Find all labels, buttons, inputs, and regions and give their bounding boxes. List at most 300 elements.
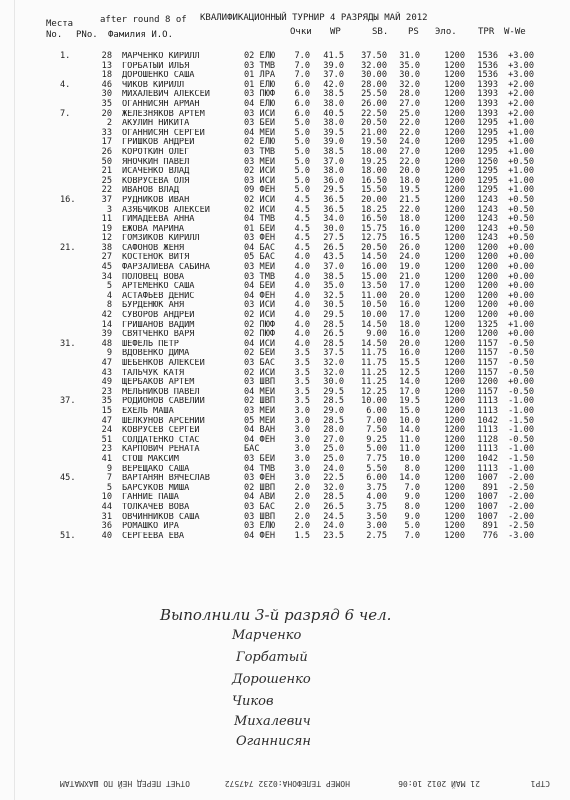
cell-club: 02 ЕЛЮ — [244, 51, 276, 61]
cell-elo: 1200 — [444, 60, 465, 71]
cell-name: ГОРБАТЫЙ ИЛЬЯ — [122, 61, 190, 71]
cell-place: 51. — [60, 530, 76, 541]
cell-elo: 1200 — [444, 396, 465, 407]
cell-sb: 11.75 — [361, 348, 387, 359]
cell-sb: 30.00 — [361, 70, 387, 81]
cell-ps: 14.0 — [399, 473, 420, 484]
cell-name: МАРЧЕНКО КИРИЛЛ — [122, 52, 200, 61]
cell-wp: 32.5 — [323, 290, 344, 301]
cell-wp: 25.0 — [323, 453, 344, 464]
cell-elo: 1200 — [444, 367, 465, 378]
cell-wp: 38.0 — [323, 166, 344, 177]
cell-name: ВДОВЕНКО ДИМА — [122, 349, 190, 359]
cell-tpr: 891 — [482, 482, 498, 493]
cell-wp: 29.0 — [323, 405, 344, 416]
cell-club: 04 ТМВ — [244, 463, 276, 474]
cell-w: -0.50 — [508, 338, 534, 349]
cell-elo: 1200 — [444, 281, 465, 292]
cell-pno: 47 — [101, 415, 112, 426]
cell-sb: 7.00 — [366, 415, 387, 426]
cell-name: БУРДЕНЮК АНЯ — [122, 301, 185, 311]
cell-pno: 20 — [101, 108, 112, 119]
cell-wp: 42.0 — [323, 79, 344, 90]
cell-ps: 8.0 — [404, 501, 420, 512]
cell-name: ФАРЗАЛИЕВА САБИНА — [122, 263, 210, 273]
cell-pts: 3.5 — [294, 377, 310, 388]
cell-ps: 11.0 — [399, 434, 420, 445]
cell-w: -2.00 — [508, 492, 534, 503]
cell-sb: 7.50 — [366, 425, 387, 436]
cell-place: 45. — [60, 473, 76, 484]
cell-pts: 6.0 — [294, 98, 310, 109]
cell-pts: 5.0 — [294, 118, 310, 129]
cell-elo: 1200 — [444, 118, 465, 129]
cell-tpr: 1157 — [477, 358, 498, 368]
cell-pno: 7 — [106, 473, 112, 484]
cell-sb: 13.50 — [361, 281, 387, 292]
cell-wp: 30.0 — [323, 223, 344, 234]
cell-sb: 26.00 — [361, 98, 387, 109]
cell-sb: 10.00 — [361, 310, 387, 321]
cell-wp: 37.0 — [323, 70, 344, 81]
cell-name: МИХАЛЕВИЧ АЛЕКСЕЙ — [122, 90, 210, 100]
cell-pno: 15 — [101, 405, 112, 416]
cell-wp: 27.5 — [323, 233, 344, 244]
cell-w: -2.50 — [508, 482, 534, 493]
cell-sb: 20.00 — [361, 194, 387, 205]
cell-elo: 1200 — [444, 252, 465, 263]
cell-w: -2.00 — [508, 473, 534, 484]
cell-pno: 40 — [101, 530, 112, 541]
cell-ps: 19.0 — [399, 262, 420, 273]
cell-ps: 18.0 — [399, 214, 420, 225]
cell-club: 09 ФЕН — [244, 185, 276, 196]
cell-sb: 3.00 — [366, 521, 387, 532]
cell-ps: 22.0 — [399, 118, 420, 129]
cell-tpr: 891 — [482, 521, 498, 532]
cell-w: +0.00 — [508, 377, 534, 388]
cell-sb: 32.00 — [361, 60, 387, 71]
cell-wp: 24.0 — [323, 463, 344, 474]
cell-elo: 1200 — [444, 473, 465, 484]
cell-club: 03 ТМВ — [244, 146, 276, 157]
tpr-label: TPR — [478, 27, 495, 37]
cell-tpr: 1113 — [477, 396, 498, 407]
cell-club: 04 ИСИ — [244, 338, 276, 349]
cell-name: КОРОТКИН ОЛЕГ — [122, 147, 190, 157]
cell-club: 03 ШВП — [244, 377, 276, 388]
cell-tpr: 1295 — [477, 166, 498, 177]
cell-ps: 24.0 — [399, 137, 420, 148]
cell-tpr: 1243 — [477, 223, 498, 234]
cell-elo: 1200 — [444, 405, 465, 416]
cell-elo: 1200 — [444, 482, 465, 493]
cell-w: -3.00 — [508, 530, 534, 541]
handwritten-name: Оганнисян — [236, 734, 311, 749]
cell-pno: 17 — [101, 137, 112, 148]
cell-wp: 22.5 — [323, 473, 344, 484]
cell-w: +1.00 — [508, 127, 534, 138]
cell-w: -1.00 — [508, 405, 534, 416]
tournament-title: КВАЛИФИКАЦИОННЫЙ ТУРНИР 4 РАЗРЯДЫ МАЙ 2012 — [200, 13, 428, 23]
cell-pts: 4.0 — [294, 281, 310, 292]
cell-w: +1.00 — [508, 118, 534, 129]
cell-ps: 15.5 — [399, 358, 420, 368]
cell-club: 02 ИСИ — [244, 310, 276, 321]
cell-w: -0.50 — [508, 358, 534, 368]
cell-w: +1.00 — [508, 319, 534, 330]
cell-name: ЕЖОВА МАРИНА — [122, 224, 185, 234]
cell-elo: 1200 — [444, 501, 465, 512]
cell-ps: 17.0 — [399, 386, 420, 397]
cell-tpr: 1250 — [477, 156, 498, 167]
cell-pno: 21 — [101, 166, 112, 177]
cell-pts: 2.0 — [294, 501, 310, 512]
cell-wp: 38.5 — [323, 89, 344, 100]
cell-ps: 7.0 — [404, 482, 420, 493]
cell-pts: 4.5 — [294, 194, 310, 205]
cell-w: +0.00 — [508, 271, 534, 282]
cell-wp: 30.5 — [323, 300, 344, 311]
cell-pno: 45 — [101, 262, 112, 273]
cell-wp: 32.0 — [323, 482, 344, 493]
cell-wp: 38.5 — [323, 146, 344, 157]
cell-ps: 16.0 — [399, 348, 420, 359]
cell-w: +0.50 — [508, 233, 534, 244]
cell-elo: 1200 — [444, 214, 465, 225]
cell-club: 04 ЕЛЮ — [244, 98, 276, 109]
cell-name: ТАЛЬЧУК КАТЯ — [122, 368, 185, 378]
cell-w: +0.00 — [508, 252, 534, 263]
cell-elo: 1200 — [444, 242, 465, 253]
cell-name: РУДНИКОВ ИВАН — [122, 195, 190, 205]
cell-wp: 23.5 — [323, 530, 344, 541]
cell-pno: 24 — [101, 425, 112, 436]
cell-tpr: 776 — [482, 530, 498, 541]
cell-elo: 1200 — [444, 530, 465, 541]
cell-pts: 3.5 — [294, 348, 310, 359]
cell-tpr: 1393 — [477, 79, 498, 90]
cell-sb: 20.50 — [361, 118, 387, 129]
cell-w: +2.00 — [508, 89, 534, 100]
cell-sb: 16.50 — [361, 214, 387, 225]
cell-name: РОМАШКО ИРА — [122, 522, 179, 532]
cell-tpr: 1128 — [477, 434, 498, 445]
cell-name: ЧИКОВ КИРИЛЛ — [122, 80, 185, 90]
cell-wp: 28.5 — [323, 492, 344, 503]
cell-w: +0.50 — [508, 156, 534, 167]
cell-elo: 1200 — [444, 358, 465, 368]
cell-sb: 4.00 — [366, 492, 387, 503]
cell-pno: 36 — [101, 521, 112, 532]
cell-ps: 27.0 — [399, 98, 420, 109]
cell-w: -2.00 — [508, 511, 534, 522]
cell-club: 04 ВАН — [244, 425, 276, 436]
cell-name: БАРСУКОВ МИША — [122, 483, 190, 493]
fax-footer — [40, 776, 550, 788]
cell-ps: 9.0 — [404, 492, 420, 503]
cell-sb: 19.25 — [361, 156, 387, 167]
cell-name: АЗЯБЧИКОВ АЛЕКСЕЙ — [122, 205, 210, 215]
cell-pts: 2.0 — [294, 521, 310, 532]
cell-w: +3.00 — [508, 60, 534, 71]
cell-club: 02 ЕЛЮ — [244, 137, 276, 148]
cell-ps: 12.5 — [399, 367, 420, 378]
cell-elo: 1200 — [444, 194, 465, 205]
cell-wp: 38.5 — [323, 271, 344, 282]
cell-sb: 18.00 — [361, 166, 387, 177]
wwe-label: W-We — [504, 27, 526, 37]
cell-pno: 4 — [106, 290, 112, 301]
elo-label: Эло. — [435, 27, 457, 37]
handwritten-name: Михалевич — [234, 714, 311, 729]
cell-sb: 12.25 — [361, 386, 387, 397]
cell-w: +2.00 — [508, 79, 534, 90]
cell-elo: 1200 — [444, 319, 465, 330]
cell-sb: 22.50 — [361, 108, 387, 119]
cell-name: ГОМЗИКОВ КИРИЛЛ — [122, 234, 200, 244]
cell-wp: 36.0 — [323, 175, 344, 186]
cell-wp: 43.5 — [323, 252, 344, 263]
cell-elo: 1200 — [444, 425, 465, 436]
cell-w: +1.00 — [508, 137, 534, 148]
cell-w: +0.00 — [508, 329, 534, 340]
cell-pts: 6.0 — [294, 79, 310, 90]
cell-pts: 4.5 — [294, 204, 310, 215]
cell-ps: 24.0 — [399, 252, 420, 263]
cell-tpr: 1393 — [477, 98, 498, 109]
cell-pno: 25 — [101, 175, 112, 186]
cell-pts: 4.0 — [294, 300, 310, 311]
cell-ps: 31.0 — [399, 51, 420, 61]
cell-w: +0.00 — [508, 290, 534, 301]
cell-ps: 15.0 — [399, 405, 420, 416]
cell-pno: 30 — [101, 89, 112, 100]
cell-w: +0.50 — [508, 194, 534, 205]
cell-pno: 37 — [101, 194, 112, 205]
cell-pno: 9 — [106, 463, 112, 474]
cell-w: +0.00 — [508, 310, 534, 321]
cell-club: 03 ТМВ — [244, 60, 276, 71]
cell-pts: 2.0 — [294, 511, 310, 522]
cell-pts: 6.0 — [294, 108, 310, 119]
cell-tpr: 1295 — [477, 137, 498, 148]
cell-w: +1.00 — [508, 166, 534, 177]
cell-pts: 3.0 — [294, 425, 310, 436]
cell-sb: 11.75 — [361, 358, 387, 368]
cell-tpr: 1157 — [477, 367, 498, 378]
cell-pno: 50 — [101, 156, 112, 167]
cell-ps: 20.0 — [399, 166, 420, 177]
cell-tpr: 1325 — [477, 319, 498, 330]
round-label: after round 8 of — [100, 15, 187, 25]
cell-pno: 35 — [101, 98, 112, 109]
cell-club: 03 ТМВ — [244, 271, 276, 282]
cell-club: 01 БЕИ — [244, 223, 276, 234]
cell-elo: 1200 — [444, 453, 465, 464]
cell-club: 04 ФЕН — [244, 434, 276, 445]
cell-tpr: 1536 — [477, 70, 498, 81]
cell-sb: 37.50 — [361, 51, 387, 61]
cell-club: 03 БЕИ — [244, 453, 276, 464]
cell-wp: 25.0 — [323, 444, 344, 455]
cell-name: АКУЛИН НИКИТА — [122, 119, 190, 129]
cell-tpr: 1007 — [477, 473, 498, 484]
cell-name: ТОЛКАЧЕВ ВОВА — [122, 502, 190, 512]
cell-elo: 1200 — [444, 70, 465, 81]
cell-sb: 3.75 — [366, 482, 387, 493]
cell-sb: 3.75 — [366, 501, 387, 512]
cell-name: ВЕРЕЩАКО САША — [122, 464, 190, 474]
cell-name: ШЕБЕНКОВ АЛЕКСЕЙ — [122, 359, 205, 368]
cell-name: ГАННИЕ ПАША — [122, 493, 179, 503]
cell-pts: 3.5 — [294, 367, 310, 378]
cell-name: МЕЛЬНИКОВ ПАВЕЛ — [122, 387, 200, 397]
cell-tpr: 1200 — [477, 290, 498, 301]
cell-tpr: 1536 — [477, 60, 498, 71]
cell-wp: 37.5 — [323, 348, 344, 359]
cell-name: СУВОРОВ АНДРЕЙ — [122, 311, 195, 321]
cell-club: 03 ФЕН — [244, 473, 276, 484]
cell-pts: 4.0 — [294, 262, 310, 273]
cell-wp: 28.5 — [323, 415, 344, 426]
cell-ps: 26.0 — [399, 242, 420, 253]
cell-wp: 40.5 — [323, 108, 344, 119]
cell-elo: 1200 — [444, 444, 465, 455]
cell-pts: 7.0 — [294, 70, 310, 81]
cell-tpr: 1200 — [477, 252, 498, 263]
cell-sb: 15.75 — [361, 223, 387, 234]
cell-wp: 29.5 — [323, 185, 344, 196]
cell-pts: 3.5 — [294, 396, 310, 407]
cell-ps: 18.0 — [399, 175, 420, 186]
cell-ps: 19.5 — [399, 185, 420, 196]
cell-tpr: 1536 — [477, 51, 498, 61]
cell-tpr: 1200 — [477, 329, 498, 340]
cell-club: 03 ФЕН — [244, 233, 276, 244]
cell-pno: 14 — [101, 319, 112, 330]
cell-pts: 4.5 — [294, 223, 310, 234]
cell-club: 02 ИСИ — [244, 166, 276, 177]
cell-tpr: 1243 — [477, 233, 498, 244]
cell-pts: 4.5 — [294, 214, 310, 225]
name-label: Фамилия И.О. — [108, 30, 174, 40]
cell-tpr: 1157 — [477, 338, 498, 349]
cell-elo: 1200 — [444, 348, 465, 359]
cell-club: 04 МЕИ — [244, 386, 276, 397]
cell-pts: 7.0 — [294, 51, 310, 61]
cell-w: +2.00 — [508, 98, 534, 109]
cell-w: +0.00 — [508, 242, 534, 253]
cell-pts: 5.0 — [294, 175, 310, 186]
cell-pno: 39 — [101, 329, 112, 340]
cell-sb: 16.50 — [361, 175, 387, 186]
cell-sb: 9.25 — [366, 434, 387, 445]
cell-club: 02 ИСИ — [244, 367, 276, 378]
cell-club: 02 ПЮФ — [244, 329, 276, 340]
handwritten-name: Дорошенко — [232, 672, 311, 687]
cell-sb: 16.00 — [361, 262, 387, 273]
cell-club: 02 БЕИ — [244, 348, 276, 359]
cell-club: 03 МЕИ — [244, 405, 276, 416]
cell-club: 04 ФЕН — [244, 530, 276, 541]
cell-elo: 1200 — [444, 434, 465, 445]
cell-pts: 3.5 — [294, 386, 310, 397]
cell-pno: 33 — [101, 127, 112, 138]
cell-elo: 1200 — [444, 185, 465, 196]
cell-club: 02 ШВП — [244, 482, 276, 493]
cell-club: 04 БЕИ — [244, 281, 276, 292]
cell-name: АСТАФЬЕВ ДЕНИС — [122, 291, 195, 301]
cell-ps: 9.0 — [404, 511, 420, 522]
cell-pts: 7.0 — [294, 60, 310, 71]
cell-club: 04 ТМВ — [244, 214, 276, 225]
cell-name: ВАРТАНЯН ВЯЧЕСЛАВ — [122, 474, 210, 484]
cell-sb: 28.00 — [361, 79, 387, 90]
cell-name: СВЯТЧЕНКО ВАРЯ — [122, 330, 195, 340]
cell-place: 21. — [60, 242, 76, 253]
cell-tpr: 1200 — [477, 281, 498, 292]
cell-pts: 1.5 — [294, 530, 310, 541]
cell-tpr: 1200 — [477, 377, 498, 388]
cell-elo: 1200 — [444, 310, 465, 321]
cell-name: ПОЛОВЕЦ ВОВА — [122, 272, 185, 282]
cell-pts: 4.0 — [294, 329, 310, 340]
handwritten-name: Горбатый — [236, 650, 308, 665]
cell-pts: 4.0 — [294, 252, 310, 263]
cell-club: 03 БАС — [244, 358, 276, 368]
cell-elo: 1200 — [444, 386, 465, 397]
cell-name: ИСАЧЕНКО ВЛАД — [122, 167, 190, 177]
cell-pno: 46 — [101, 79, 112, 90]
cell-pts: 5.0 — [294, 166, 310, 177]
cell-sb: 14.50 — [361, 319, 387, 330]
cell-name: ГИМАДЕЕВА АННА — [122, 215, 195, 225]
cell-w: +0.50 — [508, 214, 534, 225]
cell-pts: 5.0 — [294, 185, 310, 196]
cell-pts: 3.0 — [294, 453, 310, 464]
cell-club: 03 МЕИ — [244, 262, 276, 273]
cell-sb: 7.75 — [366, 453, 387, 464]
cell-pno: 41 — [101, 453, 112, 464]
cell-place: 31. — [60, 338, 76, 349]
cell-sb: 15.50 — [361, 185, 387, 196]
cell-pts: 5.0 — [294, 137, 310, 148]
cell-tpr: 1200 — [477, 262, 498, 273]
cell-ps: 7.0 — [404, 530, 420, 541]
cell-w: -0.50 — [508, 367, 534, 378]
cell-wp: 38.0 — [323, 118, 344, 129]
cell-wp: 38.0 — [323, 98, 344, 109]
ps-label: PS — [408, 27, 419, 37]
cell-elo: 1200 — [444, 521, 465, 532]
cell-name: КОВРУСЕВ СЕРГЕЙ — [122, 426, 200, 436]
cell-ps: 22.0 — [399, 156, 420, 167]
cell-club: 03 ИСИ — [244, 300, 276, 311]
cell-tpr: 1393 — [477, 89, 498, 100]
cell-ps: 21.5 — [399, 194, 420, 205]
cell-club: 05 БАС — [244, 252, 276, 263]
cell-ps: 30.0 — [399, 70, 420, 81]
cell-pts: 4.5 — [294, 242, 310, 253]
cell-club: 02 ШВП — [244, 396, 276, 407]
cell-wp: 26.5 — [323, 501, 344, 512]
cell-tpr: 1393 — [477, 108, 498, 119]
cell-club: 04 МЕИ — [244, 127, 276, 138]
cell-sb: 20.50 — [361, 242, 387, 253]
cell-place: 37. — [60, 396, 76, 407]
cell-ps: 14.0 — [399, 425, 420, 436]
